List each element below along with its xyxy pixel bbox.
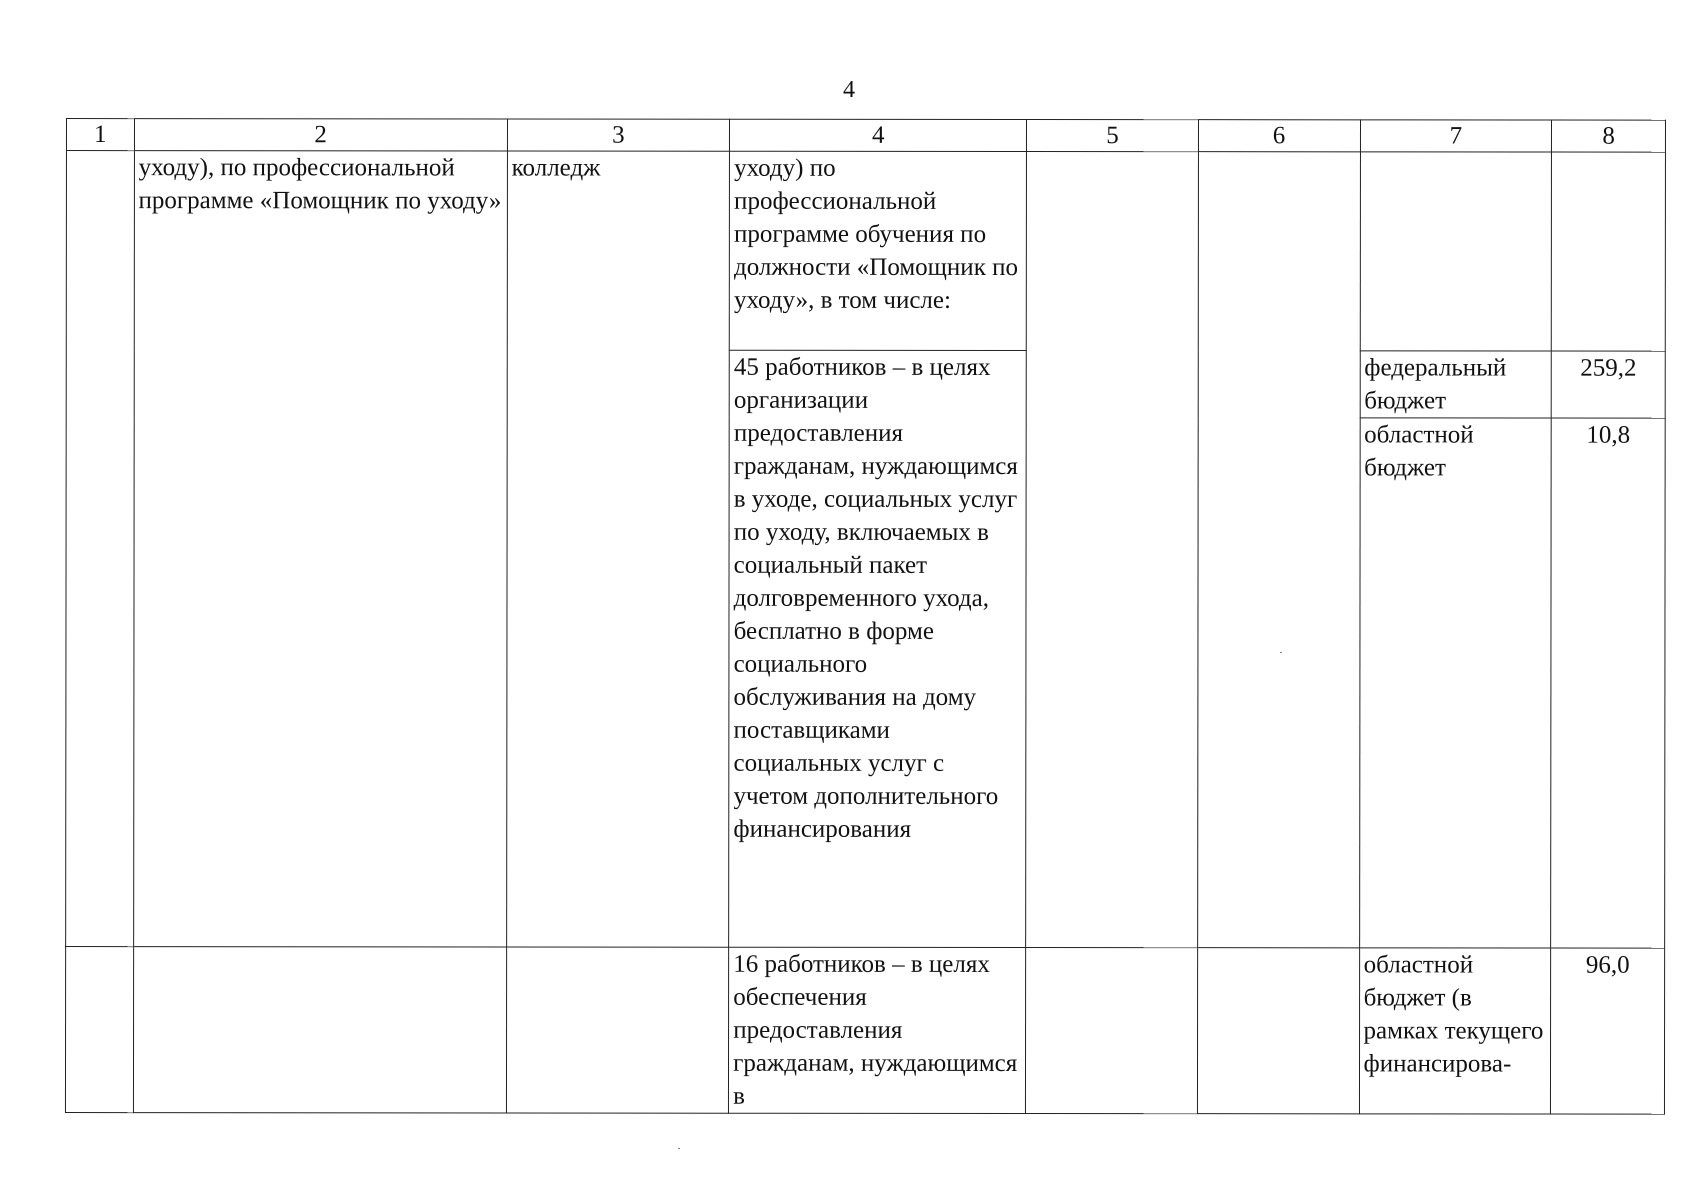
scan-speck (1280, 652, 1282, 653)
funding-amount-regional: 10,8 (1551, 418, 1665, 948)
row2-col5-cell (1026, 948, 1197, 1114)
row1-col1-cell (66, 151, 134, 947)
header-cell-4: 4 (730, 119, 1027, 151)
row2-funding-source-cell: областной бюджет (в рамках текущего финансирова- (1359, 948, 1551, 1114)
funding-amount-federal: 259,2 (1551, 351, 1665, 418)
row2-col2-cell (133, 947, 506, 1113)
table-header-row (66, 119, 1665, 153)
row1-col5-cell (1026, 152, 1198, 948)
page-number: 4 (843, 77, 855, 103)
row1-col7-top-cell (1360, 152, 1552, 351)
row1-description-part1-cell: 45 работников – в целях организации предоставления гражданам, нуждающимся в уходе, социальных услуг по уходу, включаемых в социальный пакет долговременного ухода, бесплатно в форме социального обслуживания на дому поставщиками социальных услуг с учетом дополнительного финансирования (729, 350, 1027, 947)
row1-col6-cell (1197, 152, 1360, 948)
row2-col3-cell (506, 947, 729, 1113)
row1-executor-cell: колледж (506, 151, 729, 947)
header-cell-8: 8 (1552, 120, 1666, 152)
header-cell-5: 5 (1027, 120, 1198, 152)
program-table (65, 118, 1666, 1115)
header-cell-1: 1 (66, 119, 134, 151)
row1-col8-top-cell (1551, 152, 1665, 351)
table-row (66, 151, 1665, 352)
row1-program-cell: уходу), по профессиональной программе «Помощник по уходу» (133, 151, 507, 947)
header-cell-6: 6 (1198, 120, 1360, 152)
funding-source-regional: областной бюджет (1359, 418, 1551, 948)
row2-col1-cell (65, 947, 133, 1113)
header-cell-7: 7 (1360, 120, 1552, 152)
header-cell-3: 3 (507, 119, 729, 151)
row2-description-cell: 16 работников – в целях обеспечения предоставления гражданам, нуждающимся в (729, 947, 1026, 1113)
row1-description-intro-cell: уходу) по профессиональной программе обучения по должности «Помощник по уходу», в том числе: (729, 151, 1026, 350)
funding-source-federal: федеральный бюджет (1360, 351, 1552, 418)
row2-funding-amount-cell: 96,0 (1551, 948, 1665, 1114)
header-cell-2: 2 (134, 119, 507, 151)
scan-speck (678, 1148, 680, 1149)
table-row (65, 947, 1664, 1115)
row2-col6-cell (1197, 948, 1359, 1114)
